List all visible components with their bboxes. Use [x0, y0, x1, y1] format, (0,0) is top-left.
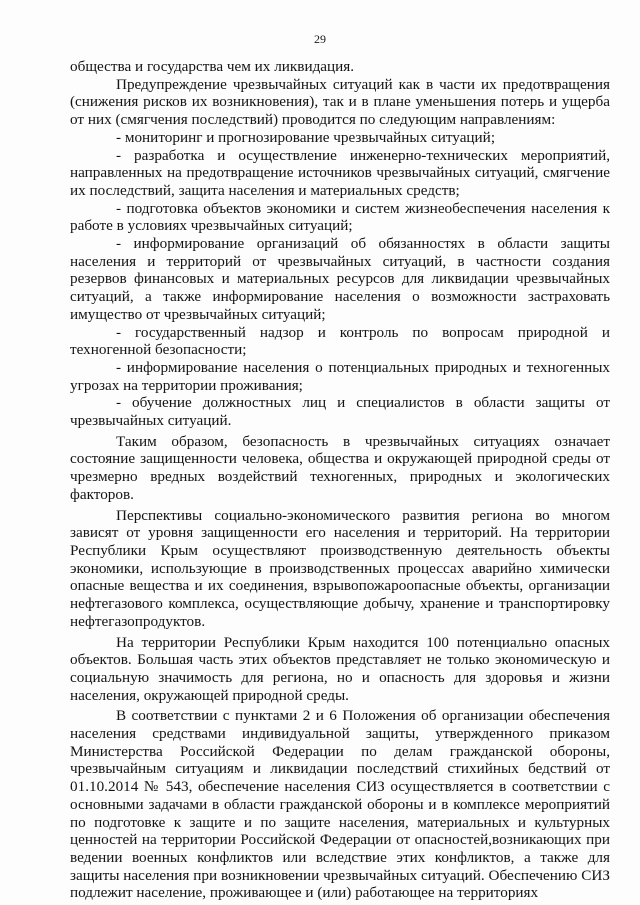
paragraph: Перспективы социально-экономического развития региона во многом зависят от уровня защищенности его населения и территорий. На территории Республики Крым осуществляют производственную деятельность объекты экономики, использующие в производственных процессах аварийно химически опасные вещества и их соединения, взрывопожароопасные объекты, организации нефтегазового комплекса, осуществляющие добычу, хранение и транспортировку нефтегазопродуктов. — [70, 506, 610, 630]
paragraph: На территории Республики Крым находится 100 потенциально опасных объектов. Большая часть этих объектов представляет не только экономическую и социальную значимость для региона, но и опасность для здоровья и жизни населения, окружающей природной среды. — [70, 633, 610, 704]
list-item: - обучение должностных лиц и специалистов в области защиты от чрезвычайных ситуаций. — [70, 394, 610, 430]
list-item: - информирование организаций об обязанностях в области защиты населения и территорий от чрезвычайных ситуаций, в частности создания резервов финансовых и материальных ресурсов для ликвидации чрезвычайных ситуаций, а также информирование населения о возможности застраховать имущество от чрезвычайных ситуаций; — [70, 235, 610, 323]
list-item: - информирование населения о потенциальных природных и техногенных угрозах на территории проживания; — [70, 358, 610, 394]
paragraph: общества и государства чем их ликвидация. — [70, 58, 355, 75]
page-number: 29 — [314, 32, 326, 46]
paragraph: Предупреждение чрезвычайных ситуаций как в части их предотвращения (снижения рисков их возникновения), так и в плане уменьшения потерь и ущерба от них (смягчения последствий) проводится по следующим направлениям: — [70, 75, 610, 129]
list-item: - подготовка объектов экономики и систем жизнеобеспечения населения к работе в условиях чрезвычайных ситуаций; — [70, 199, 610, 235]
document-body — [70, 58, 610, 902]
list-item: - государственный надзор и контроль по вопросам природной и техногенной безопасности; — [70, 323, 610, 359]
paragraph: Таким образом, безопасность в чрезвычайных ситуациях означает состояние защищенности человека, общества и окружающей природной среды от чрезмерно вредных воздействий техногенных, природных и экологических факторов. — [70, 432, 610, 503]
list-item: - мониторинг и прогнозирование чрезвычайных ситуаций; — [116, 128, 496, 146]
paragraph: В соответствии с пунктами 2 и 6 Положения об организации обеспечения населения средствами индивидуальной защиты, утвержденного приказом Министерства Российской Федерации по делам гражданской обороны, чрезвычайным ситуациям и ликвидации последствий стихийных бедствий от 01.10.2014 № 543, обеспечение населения СИЗ осуществляется в соответствии с основными задачами в области гражданской обороны и в комплексе мероприятий по подготовке к защите и по защите населения, материальных и культурных ценностей на территории Российской Федерации от опасностей,возникающих при ведении военных конфликтов или вследствие этих конфликтов, а также для защиты населения при возникновении чрезвычайных ситуаций. Обеспечению СИЗ подлежит население, проживающее и (или) работающее на территориях — [70, 707, 610, 902]
list-item: - разработка и осуществление инженерно-технических мероприятий, направленных на предотвращение источников чрезвычайных ситуаций, смягчение их последствий, защита населения и материальных средств; — [70, 146, 610, 199]
